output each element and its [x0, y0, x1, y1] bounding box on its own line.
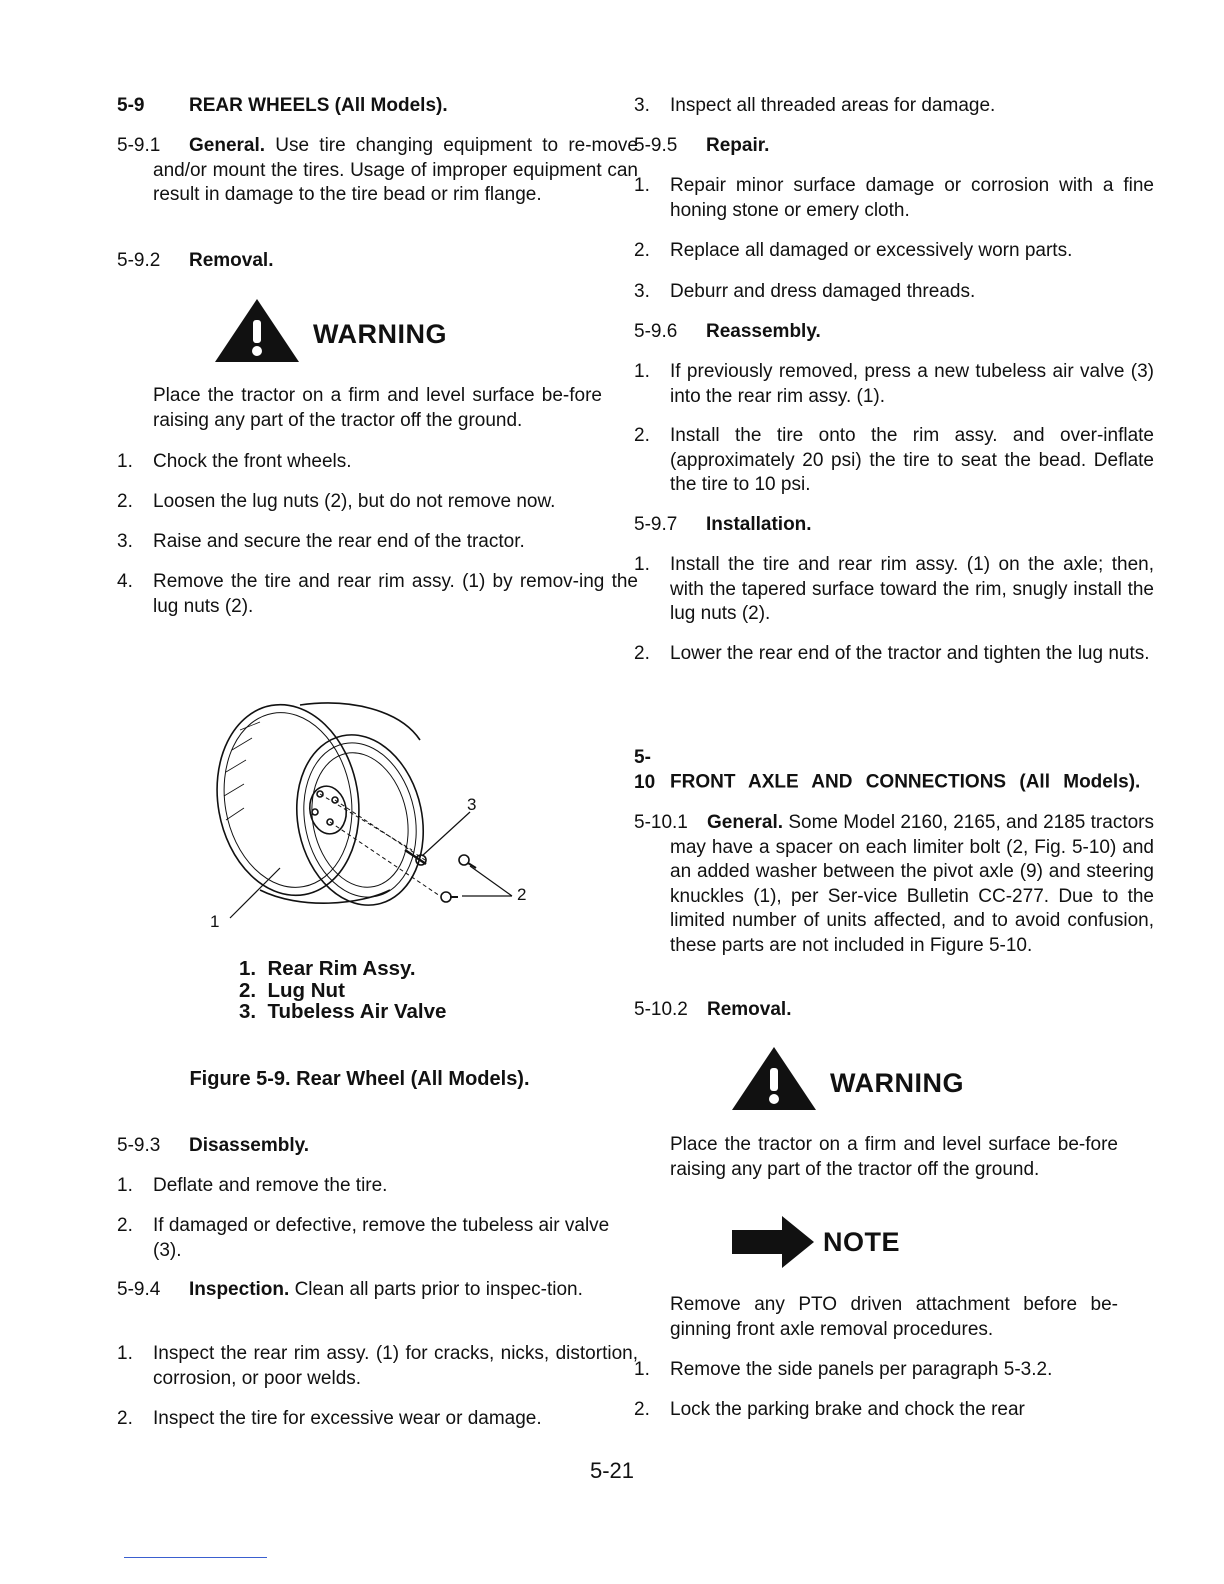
subheading-removal-5-10-2: 5-10.2 Removal.	[634, 999, 792, 1020]
callout-2: 2	[517, 885, 527, 904]
subheading-disassembly-5-9-3: 5-9.3 Disassembly.	[117, 1135, 310, 1156]
legend-item: 3. Tubeless Air Valve	[239, 1000, 447, 1023]
callout-1: 1	[210, 912, 220, 931]
list-item: 2. Lock the parking brake and chock the rear	[634, 1399, 1025, 1420]
footer-rule	[124, 1557, 267, 1558]
paragraph-general-5-10-1: 5-10.1 General. Some Model 2160, 2165, and 2185 tractors may have a spacer on each limiter bolt (2, Fig. 5-10) and an added washer between the pivot axle (9) and steering knuckles (1), per Ser-vice Bulletin CC-277. Due to the limited number of units affected, and to avoid confusion, these parts are not included in Figure 5-10.	[634, 812, 1154, 956]
section-heading-5-9: 5-9 REAR WHEELS (All Models).	[117, 95, 448, 116]
list-item: 1. Repair minor surface damage or corrosion with a fine honing stone or emery cloth.	[634, 175, 1154, 221]
legend-item: 1. Rear Rim Assy.	[239, 957, 416, 980]
list-item: 2. If damaged or defective, remove the tubeless air valve (3).	[117, 1215, 610, 1261]
rear-wheel-figure	[200, 700, 540, 940]
list-item: 3. Inspect all threaded areas for damage.	[634, 95, 996, 116]
list-item: 2. Replace all damaged or excessively worn parts.	[634, 240, 1073, 261]
warning-text: Place the tractor on a firm and level surface be-fore raising any part of the tractor off the ground.	[153, 385, 602, 431]
paragraph-inspection-5-9-4: 5-9.4 Inspection. Clean all parts prior to inspec-tion.	[117, 1279, 583, 1300]
list-item: 1. Deflate and remove the tire.	[117, 1175, 388, 1196]
warning-triangle-icon	[730, 1044, 820, 1112]
legend-item: 2. Lug Nut	[239, 978, 345, 1002]
list-item: 1. Remove the side panels per paragraph 5-3.2.	[634, 1359, 1053, 1380]
subheading-repair-5-9-5: 5-9.5 Repair.	[634, 135, 770, 156]
note-arrow-icon	[730, 1214, 816, 1270]
subheading-removal-5-9-2: 5-9.2 Removal.	[117, 250, 274, 271]
page-number: 5-21	[589, 1458, 635, 1483]
warning-label: WARNING	[313, 319, 447, 349]
warning-triangle-icon	[213, 296, 303, 364]
list-item: 3. Deburr and dress damaged threads.	[634, 281, 976, 302]
list-item: 2. Inspect the tire for excessive wear or damage.	[117, 1408, 542, 1429]
figure-legend	[239, 958, 539, 1023]
note-text: Remove any PTO driven attachment before be-ginning front axle removal procedures.	[670, 1294, 1118, 1340]
subheading-reassembly-5-9-6: 5-9.6 Reassembly.	[634, 321, 821, 342]
list-item: 3. Raise and secure the rear end of the tractor.	[117, 531, 525, 552]
callout-3: 3	[467, 795, 477, 814]
list-item: 2. Lower the rear end of the tractor and tighten the lug nuts.	[634, 643, 1150, 664]
subheading-installation-5-9-7: 5-9.7 Installation.	[634, 514, 812, 535]
paragraph-general-5-9-1: 5-9.1 General. Use tire changing equipment to re-move and/or mount the tires. Usage of improper equipment can result in damage to the tire bead or rim flange.	[117, 135, 638, 205]
list-item: 4. Remove the tire and rear rim assy. (1) by remov-ing the lug nuts (2).	[117, 571, 638, 617]
figure-caption: Figure 5-9. Rear Wheel (All Models).	[189, 1068, 530, 1090]
section-heading-5-10: 5-10 FRONT AXLE AND CONNECTIONS (All Models).	[634, 747, 1141, 793]
list-item: 1. If previously removed, press a new tubeless air valve (3) into the rear rim assy. (1).	[634, 361, 1154, 407]
note-label: NOTE	[823, 1227, 901, 1257]
list-item: 2. Loosen the lug nuts (2), but do not remove now.	[117, 491, 556, 512]
list-item: 1. Chock the front wheels.	[117, 451, 352, 472]
list-item: 1. Install the tire and rear rim assy. (1) on the axle; then, with the tapered surface toward the rim, snugly install the lug nuts (2).	[634, 554, 1154, 624]
list-item: 1. Inspect the rear rim assy. (1) for cracks, nicks, distortion, corrosion, or poor welds.	[117, 1343, 638, 1389]
warning-label: WARNING	[830, 1068, 964, 1098]
warning-text: Place the tractor on a firm and level surface be-fore raising any part of the tractor off the ground.	[670, 1134, 1118, 1180]
list-item: 2. Install the tire onto the rim assy. and over-inflate (approximately 20 psi) the tire to seat the bead. Deflate the tire to 10 psi.	[634, 425, 1154, 495]
